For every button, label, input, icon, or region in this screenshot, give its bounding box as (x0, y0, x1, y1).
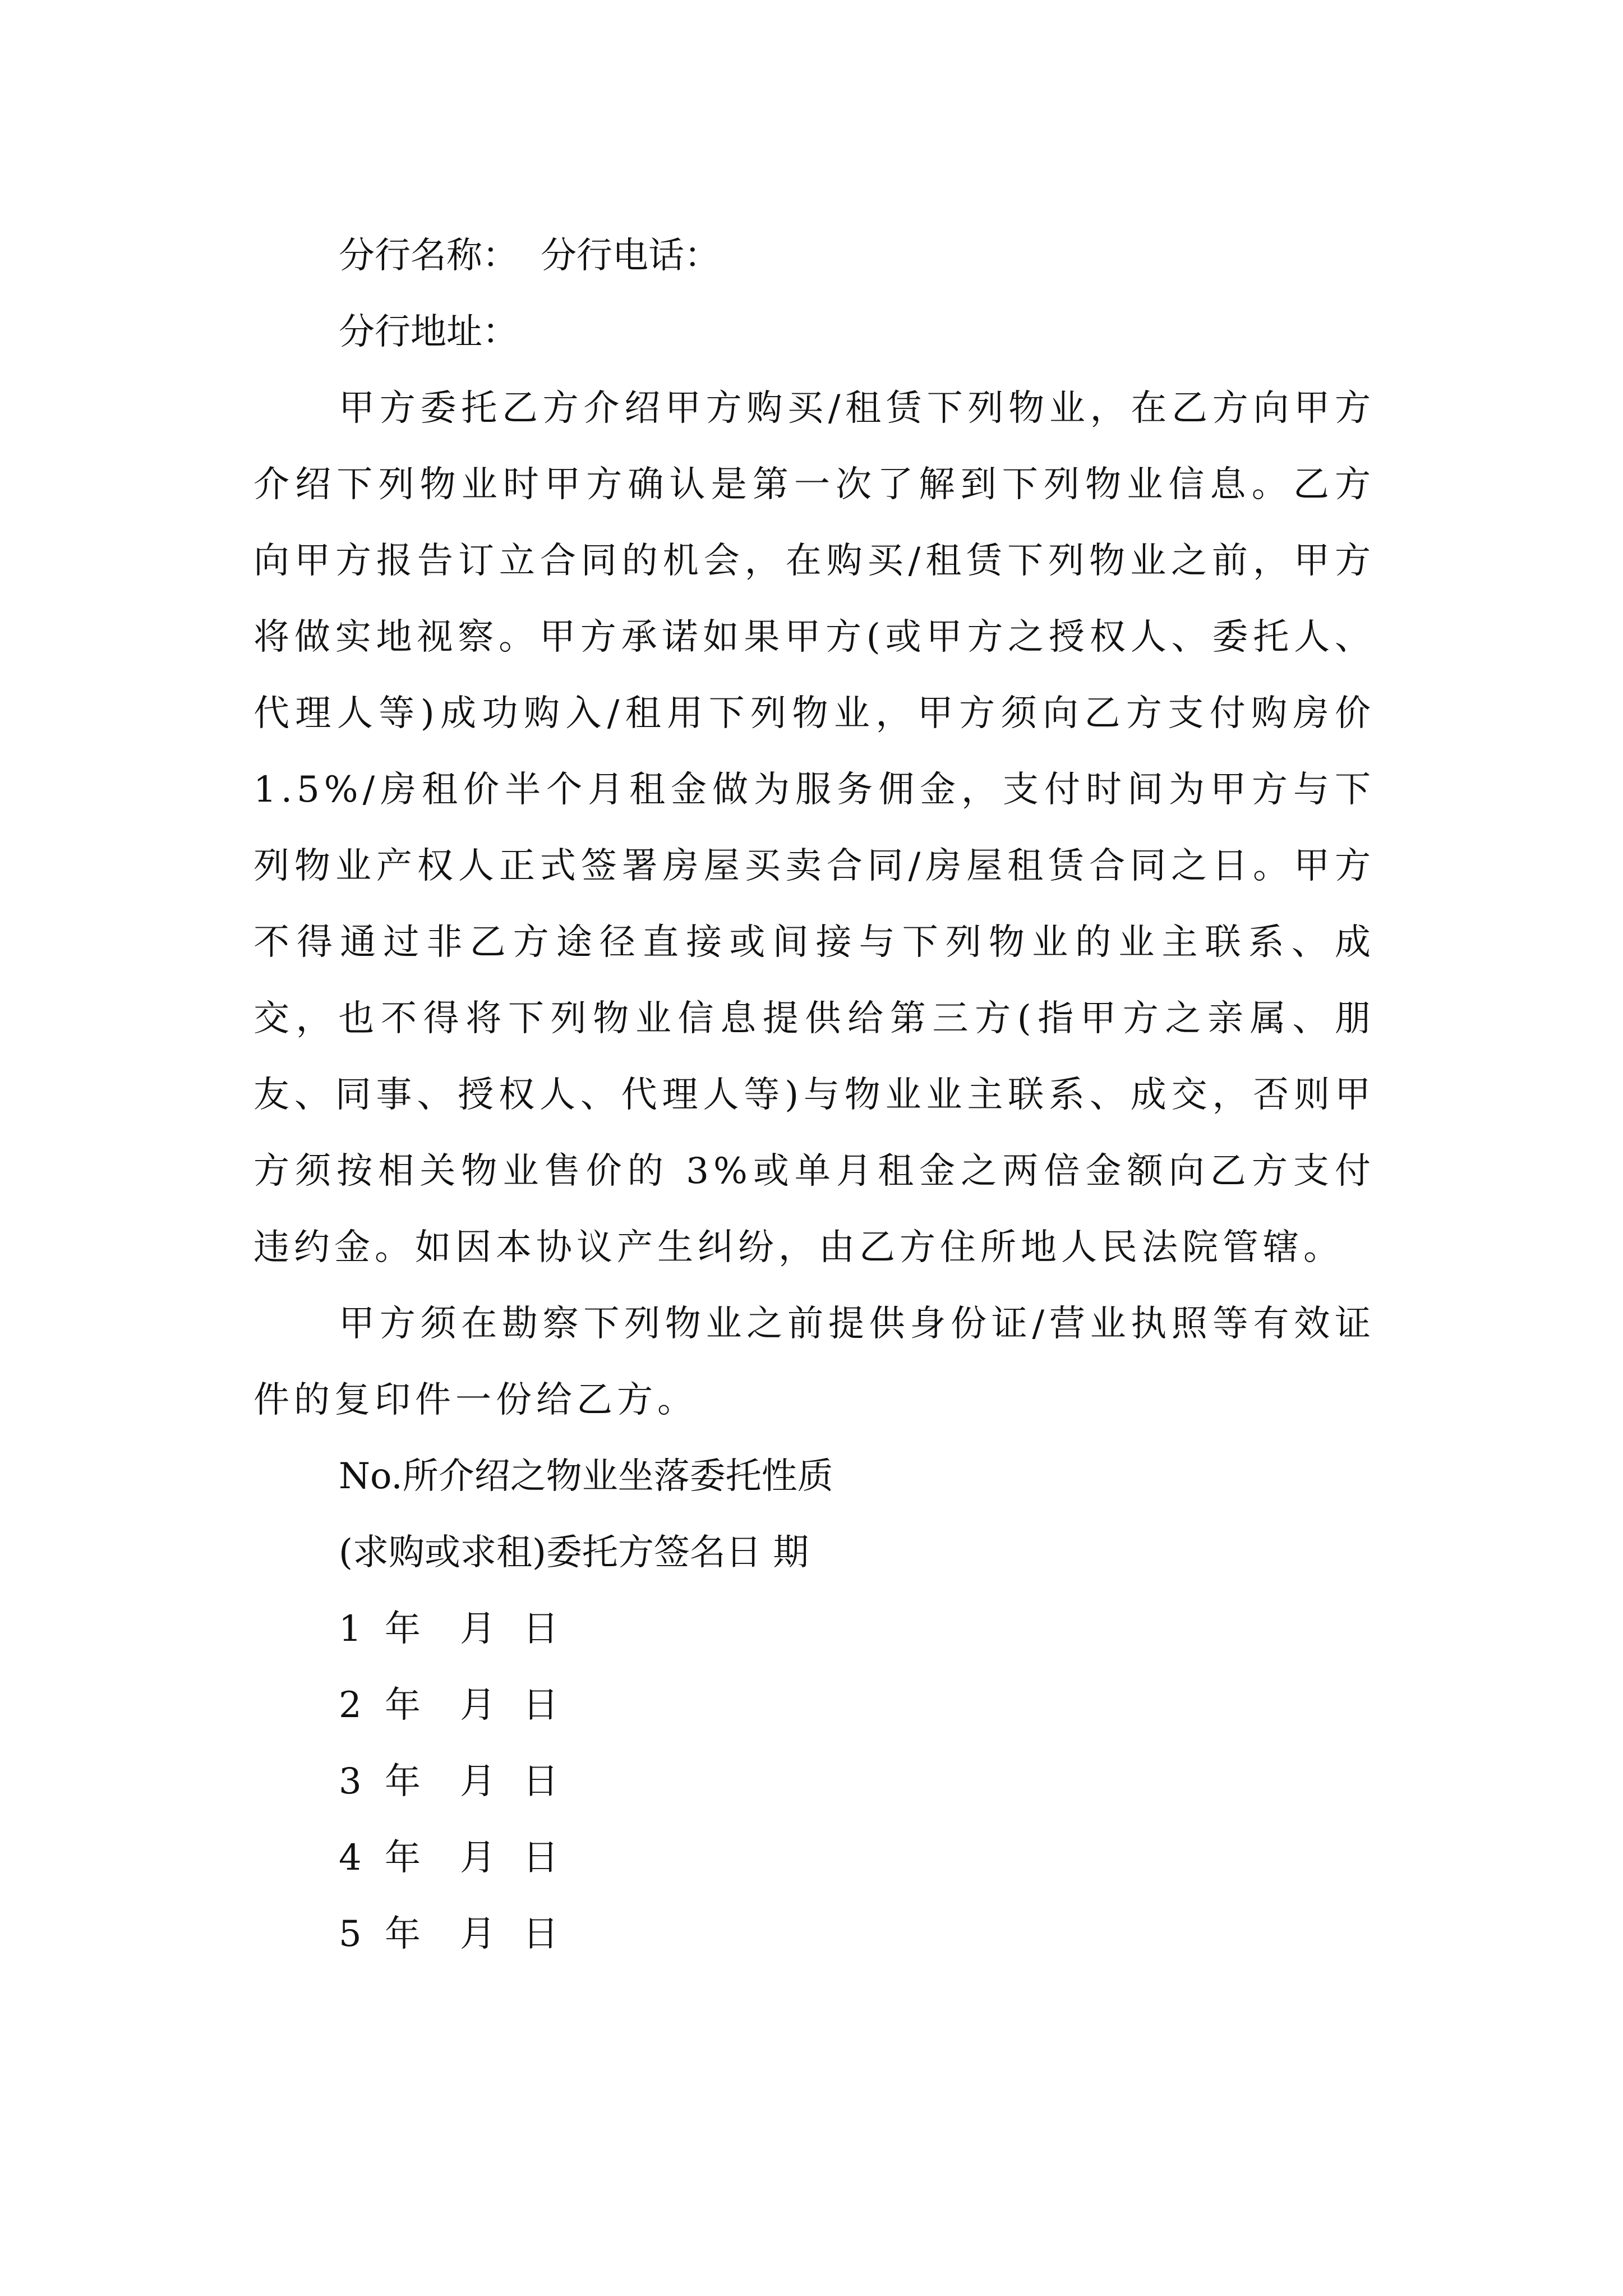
agreement-paragraph-2 (253, 1286, 1375, 1438)
row-day: 日 (523, 1685, 559, 1726)
document-content (253, 218, 1375, 1972)
row-year: 年 (385, 1837, 421, 1879)
agreement-paragraph-1-text: 甲方委托乙方介绍甲方购买/租赁下列物业，在乙方向甲方介绍下列物业时甲方确认是第一次了解到下列物业信息。乙方向甲方报告订立合同的机会，在购买/租赁下列物业之前，甲方将做实地视察。甲方承诺如果甲方(或甲方之授权人、委托人、代理人等)成功购入/租用下列物业，甲方须向乙方支付购房价 1.5%/房租价半个月租金做为服务佣金，支付时间为甲方与下列物业产权人正式签署房屋买卖合同/房屋租赁合同之日。甲方不得通过非乙方途径直接或间接与下列物业的业主联系、成交，也不得将下列物业信息提供给第三方(指甲方之亲属、朋友、同事、授权人、代理人等)与物业业主联系、成交，否则甲方须按相关物业售价的 3%或单月租金之两倍金额向乙方支付违约金。如因本协议产生纠纷，由乙方住所地人民法院管辖。 (253, 388, 1375, 1268)
branch-address-label: 分行地址： (339, 311, 518, 353)
table-row (253, 1896, 1375, 1972)
row-year: 年 (385, 1913, 421, 1955)
row-month: 月 (460, 1608, 496, 1650)
row-year: 年 (385, 1761, 421, 1802)
row-month: 月 (460, 1685, 496, 1726)
table-row (253, 1743, 1375, 1820)
row-day: 日 (523, 1913, 559, 1955)
table-header-text-1: No.所介绍之物业坐落委托性质 (339, 1456, 833, 1497)
branch-info-line (253, 218, 1375, 294)
row-number: 2 (339, 1685, 362, 1726)
row-month: 月 (460, 1837, 496, 1879)
branch-phone-label: 分行电话： (541, 235, 720, 277)
row-year: 年 (385, 1685, 421, 1726)
row-day: 日 (523, 1608, 559, 1650)
row-number: 4 (339, 1837, 362, 1879)
table-header-line-2 (253, 1515, 1375, 1591)
row-number: 1 (339, 1608, 362, 1650)
row-number: 5 (339, 1913, 362, 1955)
row-year: 年 (385, 1608, 421, 1650)
row-day: 日 (523, 1761, 559, 1802)
branch-address-line (253, 294, 1375, 370)
row-day: 日 (523, 1837, 559, 1879)
row-month: 月 (460, 1913, 496, 1955)
agreement-paragraph-1 (253, 370, 1375, 1286)
table-row (253, 1820, 1375, 1896)
branch-name-label: 分行名称： (339, 235, 518, 277)
table-row (253, 1591, 1375, 1667)
table-header-text-2: (求购或求租)委托方签名日 期 (339, 1532, 809, 1573)
table-header-line-1 (253, 1438, 1375, 1515)
agreement-paragraph-2-text: 甲方须在勘察下列物业之前提供身份证/营业执照等有效证件的复印件一份给乙方。 (253, 1303, 1375, 1421)
row-number: 3 (339, 1761, 362, 1802)
table-row (253, 1667, 1375, 1743)
row-month: 月 (460, 1761, 496, 1802)
